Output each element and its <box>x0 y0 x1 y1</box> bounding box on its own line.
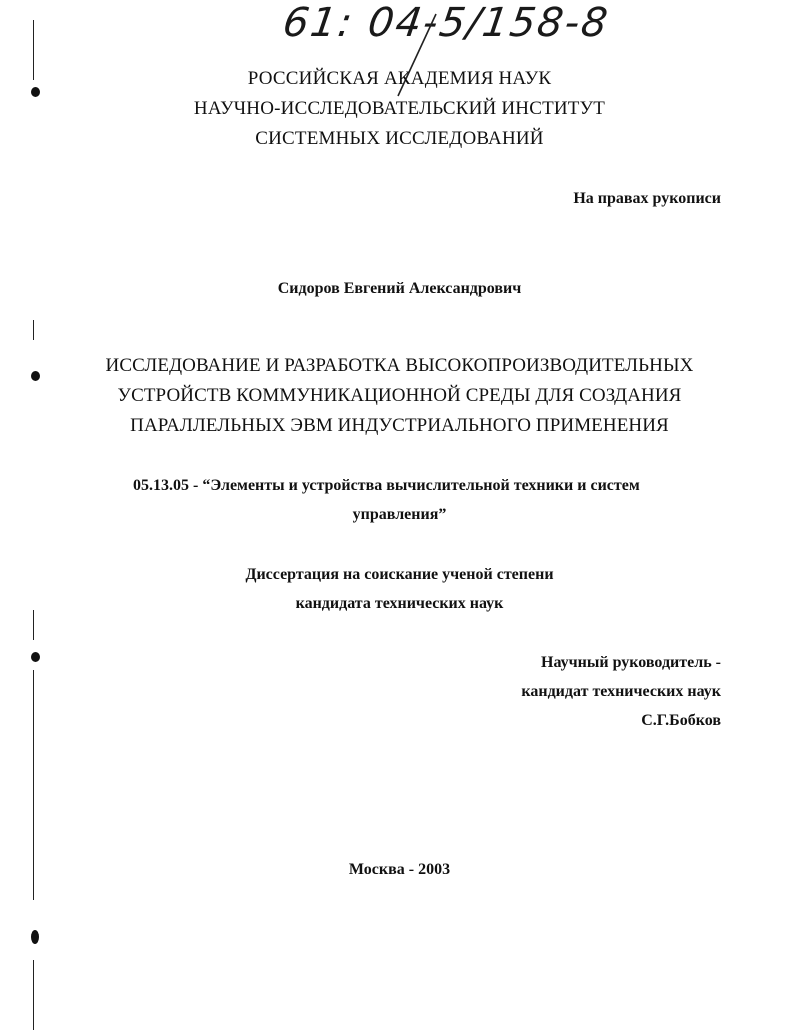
specialty-line-2: управления” <box>352 506 447 523</box>
supervisor-name: С.Г.Бобков <box>641 712 721 729</box>
scan-edge-line <box>33 960 34 1030</box>
city-year: Москва - 2003 <box>348 861 451 878</box>
handwritten-catalog-number: 61: 04-5/158-8 <box>280 0 613 46</box>
institution-line-1: РОССИЙСКАЯ АКАДЕМИЯ НАУК <box>247 68 552 89</box>
degree-line-2: кандидата технических наук <box>295 595 504 612</box>
institution-line-2: НАУЧНО-ИССЛЕДОВАТЕЛЬСКИЙ ИНСТИТУТ <box>193 98 606 119</box>
dissertation-title-line-2: УСТРОЙСТВ КОММУНИКАЦИОННОЙ СРЕДЫ ДЛЯ СОЗДАНИЯ <box>117 385 682 406</box>
handwritten-slash-mark <box>0 0 799 110</box>
dissertation-title-line-1: ИССЛЕДОВАНИЕ И РАЗРАБОТКА ВЫСОКОПРОИЗВОДИТЕЛЬНЫХ <box>105 355 694 376</box>
supervisor-line-2: кандидат технических наук <box>521 683 721 700</box>
manuscript-rights: На правах рукописи <box>573 190 721 207</box>
author-name: Сидоров Евгений Александрович <box>277 280 522 297</box>
dissertation-title-line-3: ПАРАЛЛЕЛЬНЫХ ЭВМ ИНДУСТРИАЛЬНОГО ПРИМЕНЕНИЯ <box>130 415 669 436</box>
scan-edge-line <box>33 610 34 640</box>
binding-hole <box>31 652 40 662</box>
degree-line-1: Диссертация на соискание ученой степени <box>245 566 554 583</box>
institution-line-3: СИСТЕМНЫХ ИССЛЕДОВАНИЙ <box>255 128 544 149</box>
scan-edge-line <box>33 320 34 340</box>
supervisor-line-1: Научный руководитель - <box>541 654 721 671</box>
specialty-line-1: 05.13.05 - “Элементы и устройства вычислительной техники и систем <box>133 477 640 494</box>
binding-hole <box>31 930 39 944</box>
